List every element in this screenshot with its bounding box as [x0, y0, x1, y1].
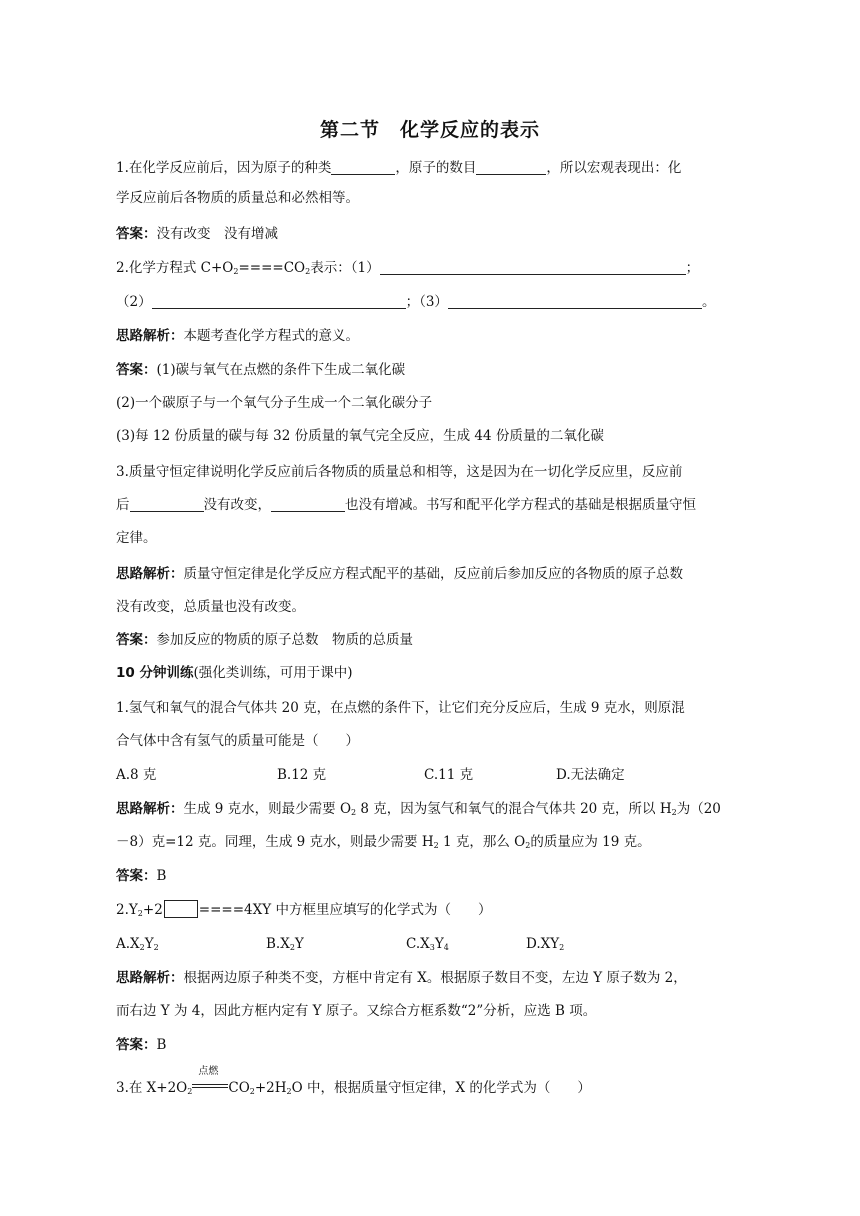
hint-text: 根据两边原子种类不变，方框中肯定有 X。根据原子数目不变，左边 Y 原子数为 2， [183, 970, 687, 986]
p1-options [116, 765, 625, 785]
hint-text: －8）克=12 克。同理，生成 9 克水，则最少需要 H [116, 834, 434, 850]
hint-text: 质量守恒定律是化学反应方程式配平的基础，反应前后参加反应的各物质的原子总数 [183, 566, 683, 582]
answer-text: (1)碳与氧气在点燃的条件下生成二氧化碳 [156, 362, 406, 378]
option-c: $C.X_3Y_4$ [406, 936, 449, 952]
q2-text: （2） [116, 294, 152, 310]
q2-text: ====CO [238, 260, 306, 276]
hint-text: 生成 9 克水，则最少需要 O [183, 801, 352, 817]
q3-line2 [116, 495, 696, 515]
q2-answer-line2: (2)一个碳原子与一个氧气分子生成一个二氧化碳分子 [116, 395, 433, 411]
p2-text: 2.Y [116, 902, 138, 918]
option-a: A.8 克 [116, 767, 157, 783]
option-c: C.11 克 [424, 767, 474, 783]
page-title: 第二节 化学反应的表示 [319, 119, 540, 141]
answer-text: B [156, 1037, 167, 1053]
answer-text: B [156, 868, 167, 884]
answer-box [164, 900, 198, 918]
q2-hint [116, 326, 359, 346]
q1-answer [116, 224, 278, 244]
q2-text: 表示：（1） [310, 260, 380, 276]
answer-label: 答案： [116, 1037, 157, 1053]
answer-text: 没有改变 没有增减 [156, 226, 278, 242]
answer-blank [271, 497, 345, 512]
answer-text: 参加反应的物质的原子总数 物质的总质量 [156, 632, 413, 648]
q2-line1: 2.化学方程式 $C+O_2====CO_2$表示：（1） ； [116, 260, 700, 276]
hint-label: 思路解析： [116, 566, 184, 582]
q2-answer-line3: (3)每 12 份质量的碳与每 32 份质量的氧气完全反应，生成 44 份质量的二氧化碳 [116, 428, 604, 444]
answer-blank [380, 260, 686, 275]
option-d: D.无法确定 [556, 767, 625, 783]
section-note: (强化类训练，可用于课中) [193, 665, 353, 681]
q3-text: 也没有增减。书写和配平化学方程式的基础是根据质量守恒 [345, 497, 696, 513]
answer-blank [331, 160, 395, 175]
q1-line1 [116, 158, 681, 178]
p3-line1: 3.在 $X+2O_2$ 点燃 $CO_2+2H_2O$ 中，根据质量守恒定律，X 的化学式为（ ） [116, 1078, 591, 1098]
section-header [116, 663, 353, 683]
answer-blank [152, 294, 406, 309]
hint-label: 思路解析： [116, 328, 184, 344]
p2-text: ====4XY 中方框里应填写的化学式为（ ） [198, 902, 492, 918]
answer-label: 答案： [116, 362, 157, 378]
p2-text: +2 [142, 902, 163, 918]
q2-answer [116, 360, 405, 380]
q2-line2 [116, 292, 715, 312]
hint-text: 为（20 [676, 801, 721, 817]
p2-answer [116, 1035, 166, 1055]
q3-line1: 3.质量守恒定律说明化学反应前后各物质的质量总和相等，这是因为在一切化学反应里，反应前 [116, 464, 683, 480]
section-label: 10 分钟训练 [116, 665, 194, 681]
p1-line1: 1.氢气和氧气的混合气体共 20 克，在点燃的条件下，让它们充分反应后，生成 9 克水，则原混 [116, 700, 685, 716]
p1-hint: 思路解析：生成 9 克水，则最少需要 $O_2$ 8 克，因为氢气和氧气的混合气体共 20 克，所以 $H_2$为（20 [116, 801, 721, 817]
p2-options [116, 934, 564, 954]
q2-text: ； [685, 260, 700, 276]
q3-answer [116, 630, 413, 650]
hint-label: 思路解析： [116, 970, 184, 986]
option-a: $A.X_2Y_2$ [116, 936, 159, 952]
p2-hint-line2: 而右边 Y 为 4，因此方框内定有 Y 原子。又综合方框系数“2”分析，应选 B 项。 [116, 1003, 597, 1019]
hint-text: 1 克，那么 O [438, 834, 526, 850]
q1-text: 1.在化学反应前后，因为原子的种类 [116, 160, 332, 176]
hint-label: 思路解析： [116, 801, 184, 817]
q2-text: 2.化学方程式 C+O [116, 260, 234, 276]
q3-hint-line2: 没有改变，总质量也没有改变。 [116, 599, 305, 615]
hint-text: 8 克，因为氢气和氧气的混合气体共 20 克，所以 H [356, 801, 672, 817]
option-b: $B.X_2Y$ [266, 936, 304, 952]
reaction-condition-arrow [192, 1066, 228, 1092]
p3-text: CO [228, 1080, 250, 1096]
answer-blank [476, 160, 546, 175]
answer-label: 答案： [116, 226, 157, 242]
q1-text: ，所以宏观表现出：化 [546, 160, 682, 176]
p2-hint [116, 968, 687, 988]
option-b: B.12 克 [277, 767, 327, 783]
q1-line2: 学反应前后各物质的质量总和必然相等。 [116, 190, 359, 206]
q3-text: 没有改变， [203, 497, 271, 513]
p3-text: O 中，根据质量守恒定律，X 的化学式为（ ） [291, 1080, 591, 1096]
condition-label: 点燃 [198, 1066, 219, 1077]
option-d: $D.XY_2$ [526, 936, 565, 952]
p1-answer [116, 866, 166, 886]
p3-text: +2H [254, 1080, 287, 1096]
q2-text: 。 [701, 294, 716, 310]
q1-text: ，原子的数目 [395, 160, 477, 176]
hint-text: 本题考查化学方程式的意义。 [183, 328, 359, 344]
p1-hint-line2: －8）克=12 克。同理，生成 9 克水，则最少需要 $H_2$ 1 克，那么 $O_2$的质量应为 19 克。 [116, 834, 651, 850]
answer-blank [130, 497, 204, 512]
answer-label: 答案： [116, 632, 157, 648]
q3-hint [116, 564, 683, 584]
answer-blank [448, 294, 702, 309]
q3-line3: 定律。 [116, 530, 157, 546]
q2-text: ；（3） [405, 294, 448, 310]
p3-text: 3.在 X+2O [116, 1080, 188, 1096]
hint-text: 的质量应为 19 克。 [530, 834, 651, 850]
p2-line1: $2.Y_2+2 ====4XY$ 中方框里应填写的化学式为（ ） [116, 902, 492, 918]
answer-label: 答案： [116, 868, 157, 884]
q3-text: 后 [116, 497, 130, 513]
p1-line2: 合气体中含有氢气的质量可能是（ ） [116, 733, 359, 749]
